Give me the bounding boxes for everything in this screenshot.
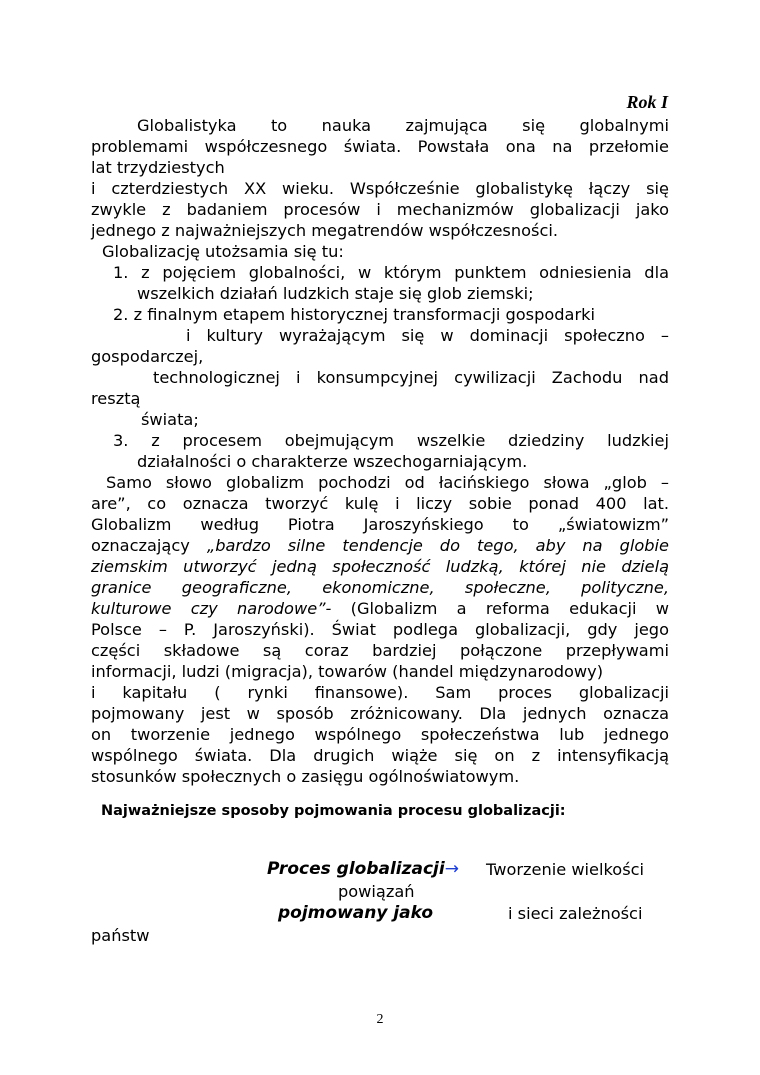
text-line: are”, co oznacza tworzyć kulę i liczy sobie ponad 400 lat. xyxy=(91,494,669,513)
diagram-proces: Proces globalizacji xyxy=(267,859,445,879)
quote-text: kulturowe czy narodowe”- xyxy=(91,599,332,618)
list-item: 2. z finalnym etapem historycznej transformacji gospodarki xyxy=(113,305,595,324)
text-line: Globalistyka to nauka zajmująca się globalnymi xyxy=(137,116,669,135)
list-item-cont: świata; xyxy=(141,410,199,429)
text-line: jednego z najważniejszych megatrendów współczesności. xyxy=(91,221,559,240)
list-item-cont: technologicznej i konsumpcyjnej cywilizacji Zachodu nad xyxy=(153,368,669,387)
text-span: oznaczający xyxy=(91,536,207,555)
arrow-right-icon: → xyxy=(444,859,459,879)
text-line: Globalizm według Piotra Jaroszyńskiego to „światowizm” xyxy=(91,515,669,534)
text-line: wspólnego świata. Dla drugich wiąże się on z intensyfikacją xyxy=(91,746,669,765)
list-item-cont: wszelkich działań ludzkich staje się glob ziemski; xyxy=(137,284,534,303)
diagram-panstw: państw xyxy=(91,926,150,945)
text-line: i czterdziestych XX wieku. Współcześnie globalistykę łączy się xyxy=(91,179,669,198)
text-line: stosunków społecznych o zasięgu ogólnoświatowym. xyxy=(91,767,520,786)
text-line: on tworzenie jednego wspólnego społeczeństwa lub jednego xyxy=(91,725,669,744)
text-line: części składowe są coraz bardziej połączone przepływami xyxy=(91,641,669,660)
list-item-cont: gospodarczej, xyxy=(91,347,204,366)
text-line xyxy=(91,598,669,619)
section-heading: Najważniejsze sposoby pojmowania procesu globalizacji: xyxy=(101,803,566,819)
text-line: Polsce – P. Jaroszyński). Świat podlega globalizacji, gdy jego xyxy=(91,620,669,639)
text-line: pojmowany jest w sposób zróżnicowany. Dla jednych oznacza xyxy=(91,704,669,723)
page-number: 2 xyxy=(376,1012,384,1027)
text-line: Globalizację utożsamia się tu: xyxy=(102,242,344,261)
list-item-cont: i kultury wyrażającym się w dominacji społeczno – xyxy=(186,326,669,345)
text-span: (Globalizm a reforma edukacji w xyxy=(331,599,670,618)
text-line xyxy=(91,535,669,556)
list-item: 3. z procesem obejmującym wszelkie dziedziny ludzkiej xyxy=(113,431,669,450)
text-line: lat trzydziestych xyxy=(91,158,225,177)
header-year: Rok I xyxy=(626,92,668,112)
text-line: i kapitału ( rynki finansowe). Sam proces globalizacji xyxy=(91,683,669,702)
quote-text: ziemskim utworzyć jedną społeczność ludzką, której nie dzielą xyxy=(91,557,669,576)
diagram-powiazan: powiązań xyxy=(338,882,415,901)
diagram-pojmowany: pojmowany jako xyxy=(278,903,434,923)
text-line: problemami współczesnego świata. Powstała ona na przełomie xyxy=(91,137,669,156)
list-item: 1. z pojęciem globalności, w którym punktem odniesienia dla xyxy=(113,263,669,282)
text-line: zwykle z badaniem procesów i mechanizmów globalizacji jako xyxy=(91,200,669,219)
diagram-sieci: i sieci zależności xyxy=(508,904,643,923)
quote-text: „bardzo silne tendencje do tego, aby na globie xyxy=(206,536,669,555)
diagram-tworzenie: Tworzenie wielkości xyxy=(486,860,645,879)
list-item-cont: resztą xyxy=(91,389,141,408)
quote-text: granice geograficzne, ekonomiczne, społeczne, polityczne, xyxy=(91,578,669,597)
diagram-row xyxy=(267,859,459,880)
text-line: Samo słowo globalizm pochodzi od łacińskiego słowa „glob – xyxy=(106,473,669,492)
text-line: informacji, ludzi (migracja), towarów (handel międzynarodowy) xyxy=(91,662,604,681)
list-item-cont: działalności o charakterze wszechogarniającym. xyxy=(137,452,528,471)
